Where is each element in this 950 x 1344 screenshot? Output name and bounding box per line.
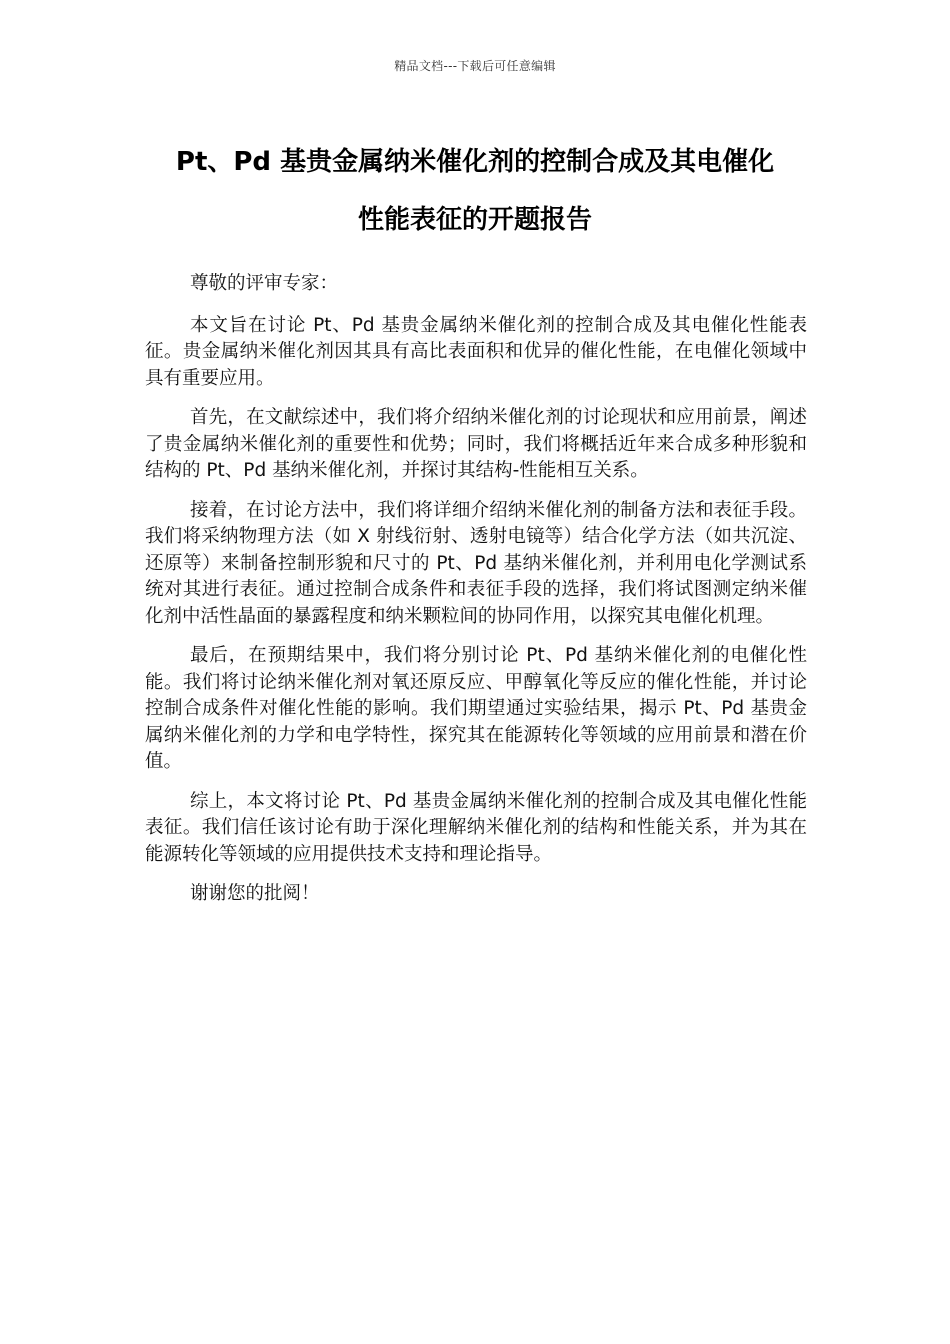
title-line-1: Pt、Pd 基贵金属纳米催化剂的控制合成及其电催化 bbox=[175, 147, 775, 177]
paragraph-summary: 综上，本文将讨论 Pt、Pd 基贵金属纳米催化剂的控制合成及其电催化性能表征。我们信任该讨论有助于深化理解纳米催化剂的结构和性能关系，并为其在能源转化等领域的应用提供技术支持和理论指导。 bbox=[145, 790, 807, 865]
paragraph-literature-review: 首先，在文献综述中，我们将介绍纳米催化剂的讨论现状和应用前景，阐述了贵金属纳米催化剂的重要性和优势；同时，我们将概括近年来合成多种形貌和结构的 Pt、Pd 基纳米催化剂，并探讨其结构-性能相互关系。 bbox=[145, 407, 807, 481]
closing: 谢谢您的批阅！ bbox=[190, 883, 320, 904]
paragraph-intro: 本文旨在讨论 Pt、Pd 基贵金属纳米催化剂的控制合成及其电催化性能表征。贵金属纳米催化剂因其具有高比表面积和优异的催化性能，在电催化领域中具有重要应用。 bbox=[145, 314, 807, 389]
salutation: 尊敬的评审专家： bbox=[190, 273, 339, 294]
header-note: 精品文档---下载后可任意编辑 bbox=[394, 59, 556, 73]
paragraph-expected-results: 最后，在预期结果中，我们将分别讨论 Pt、Pd 基纳米催化剂的电催化性能。我们将讨论纳米催化剂对氧还原反应、甲醇氧化等反应的催化性能，并讨论控制合成条件对催化性能的影响。我们期望通过实验结果，揭示 Pt、Pd 基贵金属纳米催化剂的力学和电学特性，探究其在能源转化等领域的应用前景和潜在价值。 bbox=[145, 645, 807, 772]
document-title bbox=[120, 133, 830, 249]
paragraph-methods: 接着，在讨论方法中，我们将详细介绍纳米催化剂的制备方法和表征手段。我们将采纳物理方法（如 X 射线衍射、透射电镜等）结合化学方法（如共沉淀、还原等）来制备控制形貌和尺寸的 Pt、Pd 基纳米催化剂，并利用电化学测试系统对其进行表征。通过控制合成条件和表征手段的选择，我们将试图测定纳米催化剂中活性晶面的暴露程度和纳米颗粒间的协同作用，以探究其电催化机理。 bbox=[145, 499, 807, 627]
document-body bbox=[145, 271, 807, 923]
title-line-2: 性能表征的开题报告 bbox=[357, 205, 592, 235]
